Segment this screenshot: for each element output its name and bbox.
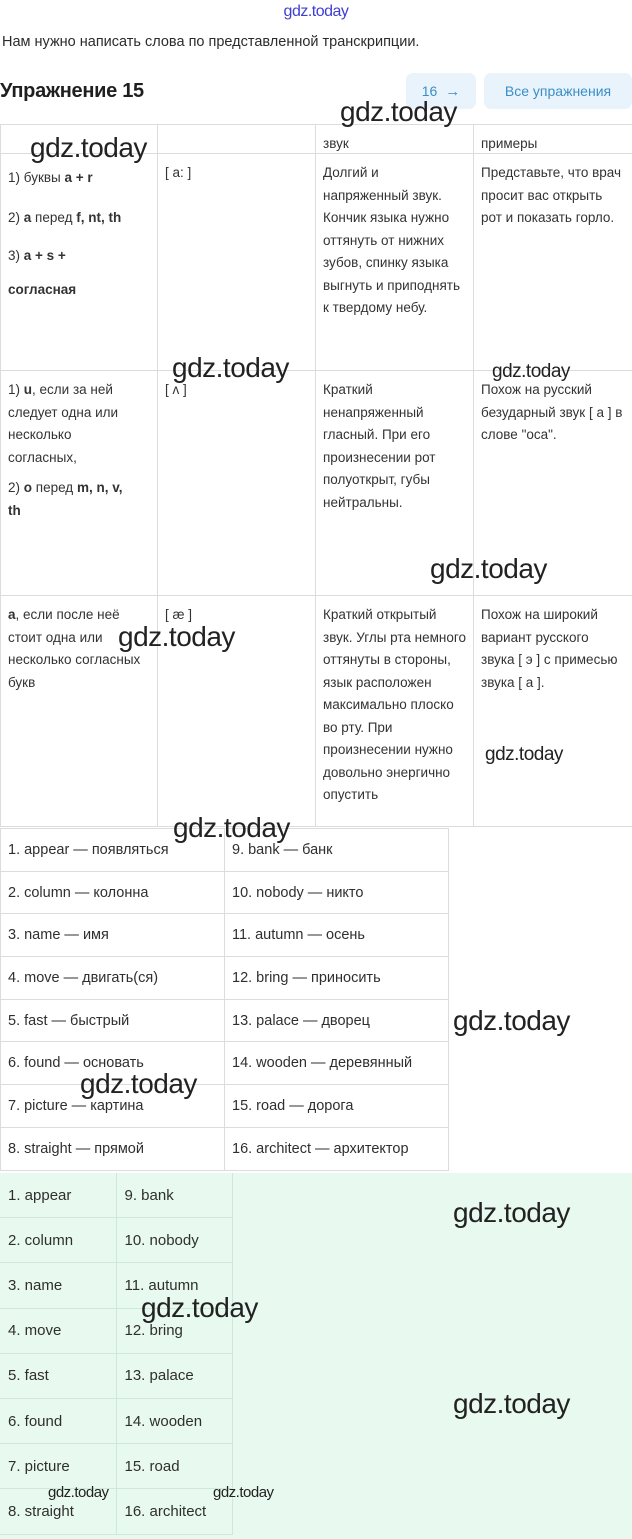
answer-list: [0, 1173, 233, 1535]
watermark: gdz.today: [492, 361, 570, 382]
table-header-row: [1, 125, 632, 154]
watermark: gdz.today: [453, 1388, 570, 1419]
word-translation: 11. autumn — осень: [225, 914, 449, 957]
list-item: [1, 999, 449, 1042]
word-translation: 6. found — основать: [1, 1042, 225, 1085]
list-item: [0, 1353, 232, 1398]
next-exercise-label: 16: [421, 83, 438, 99]
list-item: [1, 1042, 449, 1085]
list-item: [1, 871, 449, 914]
watermark: gdz.today: [453, 1005, 570, 1036]
sound-description: Краткий открытый звук. Углы рта немного оттянуты в стороны, язык расположен максимально плоско во рту. При произнесении нужно довольно энергично опустить: [316, 596, 474, 827]
answer-word: 16. architect: [116, 1489, 232, 1534]
watermark: gdz.today: [430, 553, 547, 584]
answer-word: 13. palace: [116, 1353, 232, 1398]
table-row: [1, 371, 632, 596]
rule-cell: a, если после неё стоит одна или несколько согласных букв: [1, 596, 158, 827]
word-translation: 5. fast — быстрый: [1, 999, 225, 1042]
sound-rules-table: [0, 124, 632, 827]
watermark: gdz.today: [213, 1484, 274, 1501]
rule-cell: 1) u, если за ней следует одна или несколько согласных, 2) o перед m, n, v, th: [1, 371, 158, 596]
word-translation: 13. palace — дворец: [225, 999, 449, 1042]
watermark: gdz.today: [173, 812, 290, 843]
watermark: gdz.today: [48, 1484, 109, 1501]
watermark: gdz.today: [340, 96, 457, 127]
word-translation: 15. road — дорога: [225, 1085, 449, 1128]
transcription-symbol: [ æ ]: [158, 596, 316, 827]
list-item: [0, 1218, 232, 1263]
page-title: Упражнение 15: [0, 80, 144, 102]
list-item: [0, 1173, 232, 1218]
watermark: gdz.today: [172, 352, 289, 383]
translation-list: [0, 828, 449, 1171]
header-cell: звук: [316, 125, 474, 154]
answer-word: 4. move: [0, 1308, 116, 1353]
header-cell: примеры: [474, 125, 632, 154]
watermark: gdz.today: [30, 132, 147, 163]
list-item: [0, 1308, 232, 1353]
word-translation: 12. bring — приносить: [225, 957, 449, 1000]
list-item: [0, 1489, 232, 1534]
word-translation: 8. straight — прямой: [1, 1127, 225, 1170]
answer-word: 9. bank: [116, 1173, 232, 1218]
answer-word: 8. straight: [0, 1489, 116, 1534]
list-item: [0, 1444, 232, 1489]
answer-word: 12. bring: [116, 1308, 232, 1353]
example-description: Представьте, что врач просит вас открыть рот и показать горло.: [474, 154, 632, 371]
example-description: Похож на широкий вариант русского звука [ э ] с примесью звука [ а ].: [474, 596, 632, 827]
list-item: [0, 1398, 232, 1443]
answer-word: 1. appear: [0, 1173, 116, 1218]
list-item: [1, 957, 449, 1000]
watermark: gdz.today: [485, 744, 563, 765]
answer-word: 14. wooden: [116, 1398, 232, 1443]
word-translation: 2. column — колонна: [1, 871, 225, 914]
word-translation: 3. name — имя: [1, 914, 225, 957]
answer-word: 7. picture: [0, 1444, 116, 1489]
site-logo[interactable]: gdz.today: [283, 3, 349, 20]
answer-word: 10. nobody: [116, 1218, 232, 1263]
word-translation: 4. move — двигать(ся): [1, 957, 225, 1000]
sound-description: Долгий и напряженный звук. Кончик языка нужно оттянуть от нижних зубов, спинку языка выгнуть и приподнять к твердому небу.: [316, 154, 474, 371]
answer-word: 2. column: [0, 1218, 116, 1263]
word-translation: 7. picture — картина: [1, 1085, 225, 1128]
answer-word: 3. name: [0, 1263, 116, 1308]
table-row: [1, 154, 632, 371]
watermark: gdz.today: [80, 1068, 197, 1099]
answer-word: 11. autumn: [116, 1263, 232, 1308]
list-item: [1, 1085, 449, 1128]
list-item: [0, 1263, 232, 1308]
list-item: [1, 1127, 449, 1170]
list-item: [1, 829, 449, 872]
header-cell: [1, 125, 158, 154]
watermark: gdz.today: [141, 1292, 258, 1323]
answer-word: 5. fast: [0, 1353, 116, 1398]
word-translation: 14. wooden — деревянный: [225, 1042, 449, 1085]
transcription-symbol: [ ʌ ]: [158, 371, 316, 596]
sound-description: Краткий ненапряженный гласный. При его произнесении рот полуоткрыт, губы нейтральны.: [316, 371, 474, 596]
watermark: gdz.today: [453, 1197, 570, 1228]
transcription-symbol: [ a: ]: [158, 154, 316, 371]
word-translation: 9. bank — банк: [225, 829, 449, 872]
all-exercises-button[interactable]: Все упражнения: [484, 73, 632, 109]
header-cell: [158, 125, 316, 154]
table-row: [1, 596, 632, 827]
task-description: Нам нужно написать слова по представленной транскрипции.: [2, 34, 420, 50]
next-exercise-button[interactable]: [406, 73, 476, 109]
answer-word: 15. road: [116, 1444, 232, 1489]
word-translation: 10. nobody — никто: [225, 871, 449, 914]
list-item: [1, 914, 449, 957]
example-description: Похож на русский безударный звук [ а ] в слове "оса".: [474, 371, 632, 596]
word-translation: 1. appear — появляться: [1, 829, 225, 872]
word-translation: 16. architect — архитектор: [225, 1127, 449, 1170]
rule-cell: 1) буквы a + r 2) a перед f, nt, th 3) a + s + согласная: [1, 154, 158, 371]
watermark: gdz.today: [118, 621, 235, 652]
arrow-right-icon: →: [445, 82, 461, 100]
answer-word: 6. found: [0, 1398, 116, 1443]
